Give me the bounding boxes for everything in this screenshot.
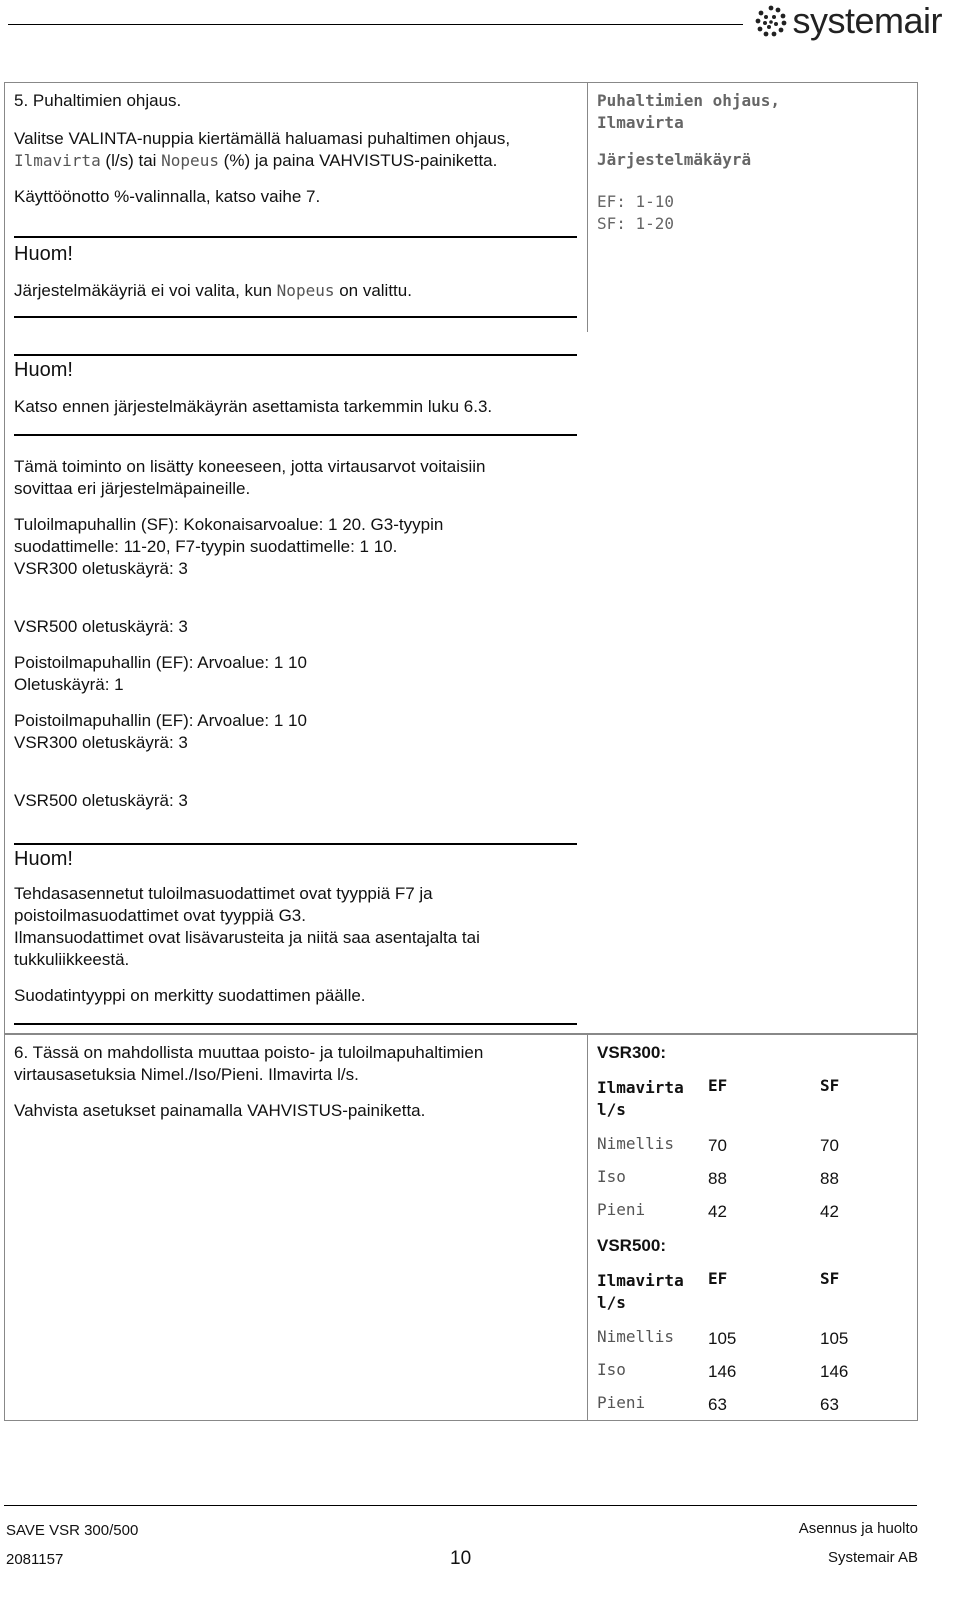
display1-line4: EF: 1-10 xyxy=(597,192,675,211)
body-p2a: Tuloilmapuhallin (SF): Kokonaisarvoalue: 1 20. G3-tyypin xyxy=(14,515,444,534)
step6-block xyxy=(14,1042,584,1122)
row-label: Nimellis xyxy=(597,1134,675,1153)
table-row xyxy=(597,1167,907,1200)
note2-rule-top xyxy=(14,354,577,356)
row-ef: 42 xyxy=(708,1202,727,1221)
body-p4b: Oletuskäyrä: 1 xyxy=(14,675,124,694)
col-sf: SF xyxy=(820,1076,840,1095)
note2-title: Huom! xyxy=(14,359,73,381)
body-p1b: sovittaa eri järjestelmäpaineille. xyxy=(14,479,251,498)
table-row xyxy=(597,1200,907,1233)
note1-block xyxy=(14,242,584,302)
row-ef: 63 xyxy=(708,1395,727,1414)
row-ef: 70 xyxy=(708,1136,727,1155)
table-vsr500 xyxy=(597,1235,907,1426)
row-label: Iso xyxy=(597,1167,626,1186)
col-ef: EF xyxy=(708,1076,728,1095)
note1-rule-bottom xyxy=(14,316,577,318)
step6-divider xyxy=(587,1034,588,1420)
step6-l3: Vahvista asetukset painamalla VAHVISTUS-painiketta. xyxy=(14,1101,426,1120)
table-head xyxy=(597,1271,907,1315)
step5-block xyxy=(14,90,584,208)
note2-rule-bottom xyxy=(14,434,577,436)
body-p1a: Tämä toiminto on lisätty koneeseen, jotta virtausarvot voitaisiin xyxy=(14,457,486,476)
step6-l1: 6. Tässä on mahdollista muuttaa poisto- ja tuloilmapuhaltimien xyxy=(14,1043,484,1062)
col-label-a: Ilmavirta xyxy=(597,1078,684,1097)
body-p6: VSR500 oletuskäyrä: 3 xyxy=(14,791,188,810)
table-row xyxy=(597,1327,907,1360)
col-label-b: l/s xyxy=(597,1293,626,1312)
step5-line1: Valitse VALINTA-nuppia kiertämällä haluamasi puhaltimen ohjaus, xyxy=(14,129,511,148)
body-p2b: suodattimelle: 11-20, F7-tyypin suodattimelle: 1 10. xyxy=(14,537,398,556)
col-ef: EF xyxy=(708,1269,728,1288)
note1-text: Järjestelmäkäyriä ei voi valita, kun Nopeus on valittu. xyxy=(14,281,412,300)
footer-doc-no: 2081157 xyxy=(6,1551,64,1568)
footer-company: Systemair AB xyxy=(827,1549,918,1566)
note3-rule-bottom xyxy=(14,1023,577,1025)
body-p5b: VSR300 oletuskäyrä: 3 xyxy=(14,733,188,752)
body-text xyxy=(14,456,584,812)
body-p5a: Poistoilmapuhallin (EF): Arvoalue: 1 10 xyxy=(14,711,307,730)
row-sf: 105 xyxy=(820,1329,849,1348)
systemair-logo xyxy=(754,0,942,42)
display1-line1: Puhaltimien ohjaus, xyxy=(597,91,781,110)
footer-section: Asennus ja huolto xyxy=(798,1520,918,1537)
row-sf: 146 xyxy=(820,1362,849,1381)
body-p3: VSR500 oletuskäyrä: 3 xyxy=(14,617,188,636)
note2-block xyxy=(14,358,584,418)
note1-rule-top xyxy=(14,236,577,238)
note1-title: Huom! xyxy=(14,243,73,265)
row-label: Pieni xyxy=(597,1200,646,1219)
note3-l1: Tehdasasennetut tuloilmasuodattimet ovat tyyppiä F7 ja xyxy=(14,884,433,903)
row-sf: 63 xyxy=(820,1395,839,1414)
step5-title: 5. Puhaltimien ohjaus. xyxy=(14,91,182,110)
footer-product: SAVE VSR 300/500 xyxy=(6,1522,139,1539)
note3-block xyxy=(14,847,584,1007)
systemair-dots-icon xyxy=(754,4,788,38)
table-title: VSR500: xyxy=(597,1236,666,1255)
note3-l3: Ilmansuodattimet ovat lisävarusteita ja niitä saa asentajalta tai xyxy=(14,928,480,947)
column-divider xyxy=(587,82,588,332)
row-sf: 70 xyxy=(820,1136,839,1155)
row-ef: 105 xyxy=(708,1329,737,1348)
row-ef: 146 xyxy=(708,1362,737,1381)
row-label: Pieni xyxy=(597,1393,646,1412)
display1-line2: Ilmavirta xyxy=(597,113,684,132)
logo-text: systemair xyxy=(792,0,942,41)
row-label: Iso xyxy=(597,1360,626,1379)
footer-page-number: 10 xyxy=(450,1548,472,1569)
note3-l5: Suodatintyyppi on merkitty suodattimen päälle. xyxy=(14,986,366,1005)
step6-l2: virtausasetuksia Nimel./Iso/Pieni. Ilmavirta l/s. xyxy=(14,1065,359,1084)
note3-title: Huom! xyxy=(14,848,73,870)
note3-l2: poistoilmasuodattimet ovat tyyppiä G3. xyxy=(14,906,306,925)
table-row xyxy=(597,1360,907,1393)
display1-line5: SF: 1-20 xyxy=(597,214,675,233)
step5-line2: Ilmavirta (l/s) tai Nopeus (%) ja paina VAHVISTUS-painiketta. xyxy=(14,151,498,170)
col-sf: SF xyxy=(820,1269,840,1288)
header-rule xyxy=(8,24,743,25)
table-row xyxy=(597,1134,907,1167)
row-label: Nimellis xyxy=(597,1327,675,1346)
table-vsr300 xyxy=(597,1042,907,1233)
footer-rule xyxy=(4,1505,917,1506)
row-sf: 42 xyxy=(820,1202,839,1221)
note3-rule-top xyxy=(14,843,577,845)
display-panel-1 xyxy=(597,90,907,235)
note3-l4: tukkuliikkeestä. xyxy=(14,950,130,969)
table-head xyxy=(597,1078,907,1122)
note2-text: Katso ennen järjestelmäkäyrän asettamista tarkemmin luku 6.3. xyxy=(14,397,493,416)
body-p4a: Poistoilmapuhallin (EF): Arvoalue: 1 10 xyxy=(14,653,307,672)
row-ef: 88 xyxy=(708,1169,727,1188)
col-label-b: l/s xyxy=(597,1100,626,1119)
step5-line3: Käyttöönotto %-valinnalla, katso vaihe 7. xyxy=(14,187,321,206)
table-title: VSR300: xyxy=(597,1043,666,1062)
body-p2c: VSR300 oletuskäyrä: 3 xyxy=(14,559,188,578)
table-row xyxy=(597,1393,907,1426)
row-sf: 88 xyxy=(820,1169,839,1188)
display1-line3: Järjestelmäkäyrä xyxy=(597,150,752,169)
col-label-a: Ilmavirta xyxy=(597,1271,684,1290)
